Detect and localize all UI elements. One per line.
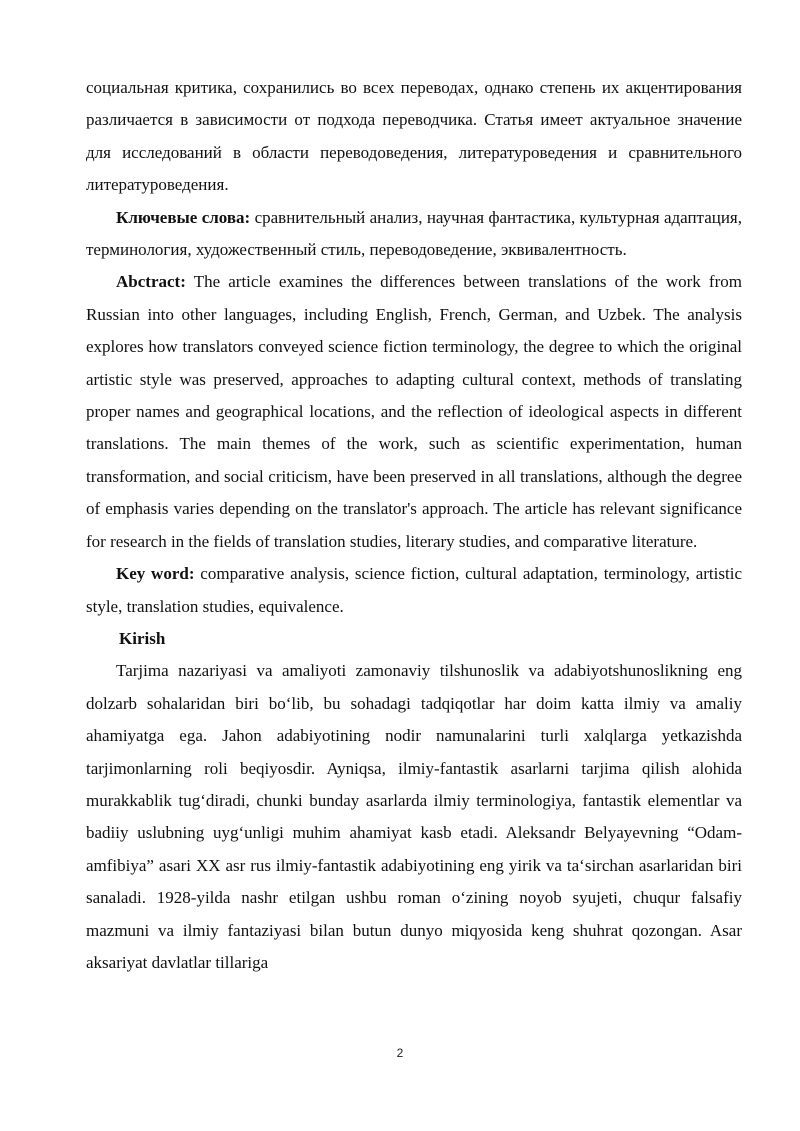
english-abstract-paragraph	[86, 266, 742, 558]
russian-abstract-continuation: социальная критика, сохранились во всех переводах, однако степень их акцентирования различается в зависимости от подхода переводчика. Статья имеет актуальное значение для исследований в области переводоведения, литературоведения и сравнительного литературоведения.	[86, 78, 742, 195]
intro-paragraph: Tarjima nazariyasi va amaliyoti zamonaviy tilshunoslik va adabiyotshunoslikning eng dolzarb sohalaridan biri bo‘lib, bu sohadagi tadqiqotlar har doim katta ilmiy va amaliy ahamiyatga ega. Jahon adabiyotining nodir namunalarini turli xalqlarga yetkazishda tarjimonlarning roli beqiyosdir. Ayniqsa, ilmiy-fantastik asarlarni tarjima qilish alohida murakkablik tug‘diradi, chunki bunday asarlarda ilmiy terminologiya, fantastik elementlar va badiiy uslubning uyg‘unligi muhim ahamiyat kasb etadi. Aleksandr Belyayevning “Odam-amfibiya” asari XX asr rus ilmiy-fantastik adabiyotining eng yirik va ta‘sirchan asarlaridan biri sanaladi. 1928-yilda nashr etilgan ushbu roman o‘zining noyob syujeti, chuqur falsafiy mazmuni va ilmiy fantaziyasi bilan butun dunyo miqyosida keng shuhrat qozongan. Asar aksariyat davlatlar tillariga	[86, 661, 742, 972]
english-abstract-label: Abctract:	[116, 272, 186, 292]
section-heading-kirish: Kirish	[119, 628, 166, 648]
russian-keywords-label: Ключевые слова:	[116, 207, 251, 227]
russian-keywords-paragraph	[86, 202, 742, 267]
english-keywords-text: comparative analysis, science fiction, cultural adaptation, terminology, artistic style, translation studies, equivalence.	[86, 564, 742, 616]
english-keywords-paragraph	[86, 558, 742, 623]
russian-keywords-text: сравнительный анализ, научная фантастика, культурная адаптация, терминология, художественный стиль, переводоведение, эквивалентность.	[86, 207, 743, 260]
english-keywords-label: Key word:	[116, 564, 195, 584]
page-number: 2	[396, 1046, 404, 1060]
english-abstract-text: The article examines the differences between translations of the work from Russian into other languages, including English, French, German, and Uzbek. The analysis explores how translators conveyed science fiction terminology, the degree to which the original artistic style was preserved, approaches to adapting cultural context, methods of translating proper names and geographical locations, and the reflection of ideological aspects in different translations. The main themes of the work, such as scientific experimentation, human transformation, and social criticism, have been preserved in all translations, although the degree of emphasis varies depending on the translator's approach. The article has relevant significance for research in the fields of translation studies, literary studies, and comparative literature.	[86, 272, 742, 551]
page-body	[86, 72, 742, 979]
